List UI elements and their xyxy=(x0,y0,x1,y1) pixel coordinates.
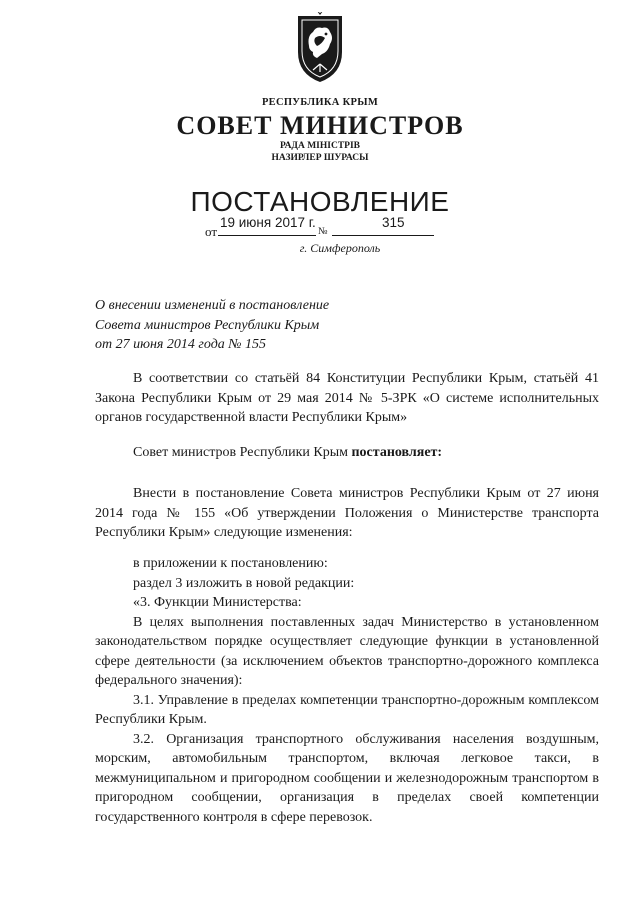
council-title: СОВЕТ МИНИСТРОВ xyxy=(176,111,464,140)
list-item: в приложении к постановлению: xyxy=(133,556,328,571)
council-title-crh: НАЗИРЛЕР ШУРАСЫ xyxy=(271,153,369,163)
resolution-line xyxy=(95,443,599,463)
decree-subject xyxy=(95,296,329,355)
decree-number: 315 xyxy=(382,215,405,230)
date-underline xyxy=(218,235,316,236)
list-item: В целях выполнения поставленных задач Министерство в установленном законодательством порядке осуществляет следующие функции в установленной сфере деятельности (за исключением объектов транспортно-дорожного комплекса федерального значения): xyxy=(95,614,599,688)
list-item: раздел 3 изложить в новой редакции: xyxy=(133,575,355,591)
amendment-text: Внести в постановление Совета министров Республики Крым от 27 июня 2014 года № 155 «Об утверждении Положения о Министерстве транспорта Республики Крым» следующие изменения: xyxy=(95,486,599,540)
resolution-paragraph xyxy=(95,443,599,463)
resolution-prefix: Совет министров Республики Крым xyxy=(133,445,348,460)
preamble-text: В соответствии со статьёй 84 Конституции Республики Крым, статьёй 41 Закона Республики Крым от 29 мая 2014 № 5-ЗРК «О системе исполнительных органов государственной власти Республики Крым» xyxy=(95,371,599,425)
subject-line: О внесении изменений в постановление xyxy=(95,298,330,313)
council-title-ua: РАДА МІНІСТРІВ xyxy=(279,141,360,151)
amendment-content xyxy=(95,554,599,827)
number-label: № xyxy=(318,226,328,237)
subject-line: Совета министров Республики Крым xyxy=(95,317,320,333)
amendment-paragraph xyxy=(95,484,599,543)
preamble-paragraph xyxy=(95,369,599,428)
number-underline xyxy=(332,235,434,236)
document-type: ПОСТАНОВЛЕНИЕ xyxy=(190,186,450,217)
resolution-verb: постановляет: xyxy=(351,445,443,460)
republic-title: РЕСПУБЛИКА КРЫМ xyxy=(261,97,379,108)
crimea-coat-of-arms-icon xyxy=(295,12,345,84)
subject-line: от 27 июня 2014 года № 155 xyxy=(95,337,266,352)
list-item: «3. Функции Министерства: xyxy=(133,595,302,610)
list-item: 3.2. Организация транспортного обслуживания населения воздушным, морским, автомобильным транспортом, включая легковое такси, в межмуниципальном и пригородном сообщении и железнодорожным транспортом в пригородном сообщении, организация в пределах своей компетенции государственного контроля в сфере перевозок. xyxy=(95,731,599,825)
city: г. Симферополь xyxy=(299,241,381,255)
list-item: 3.1. Управление в пределах компетенции транспортно-дорожным комплексом Республики Крым. xyxy=(95,692,599,727)
from-label: от xyxy=(205,224,218,239)
decree-date: 19 июня 2017 г. xyxy=(220,215,316,230)
